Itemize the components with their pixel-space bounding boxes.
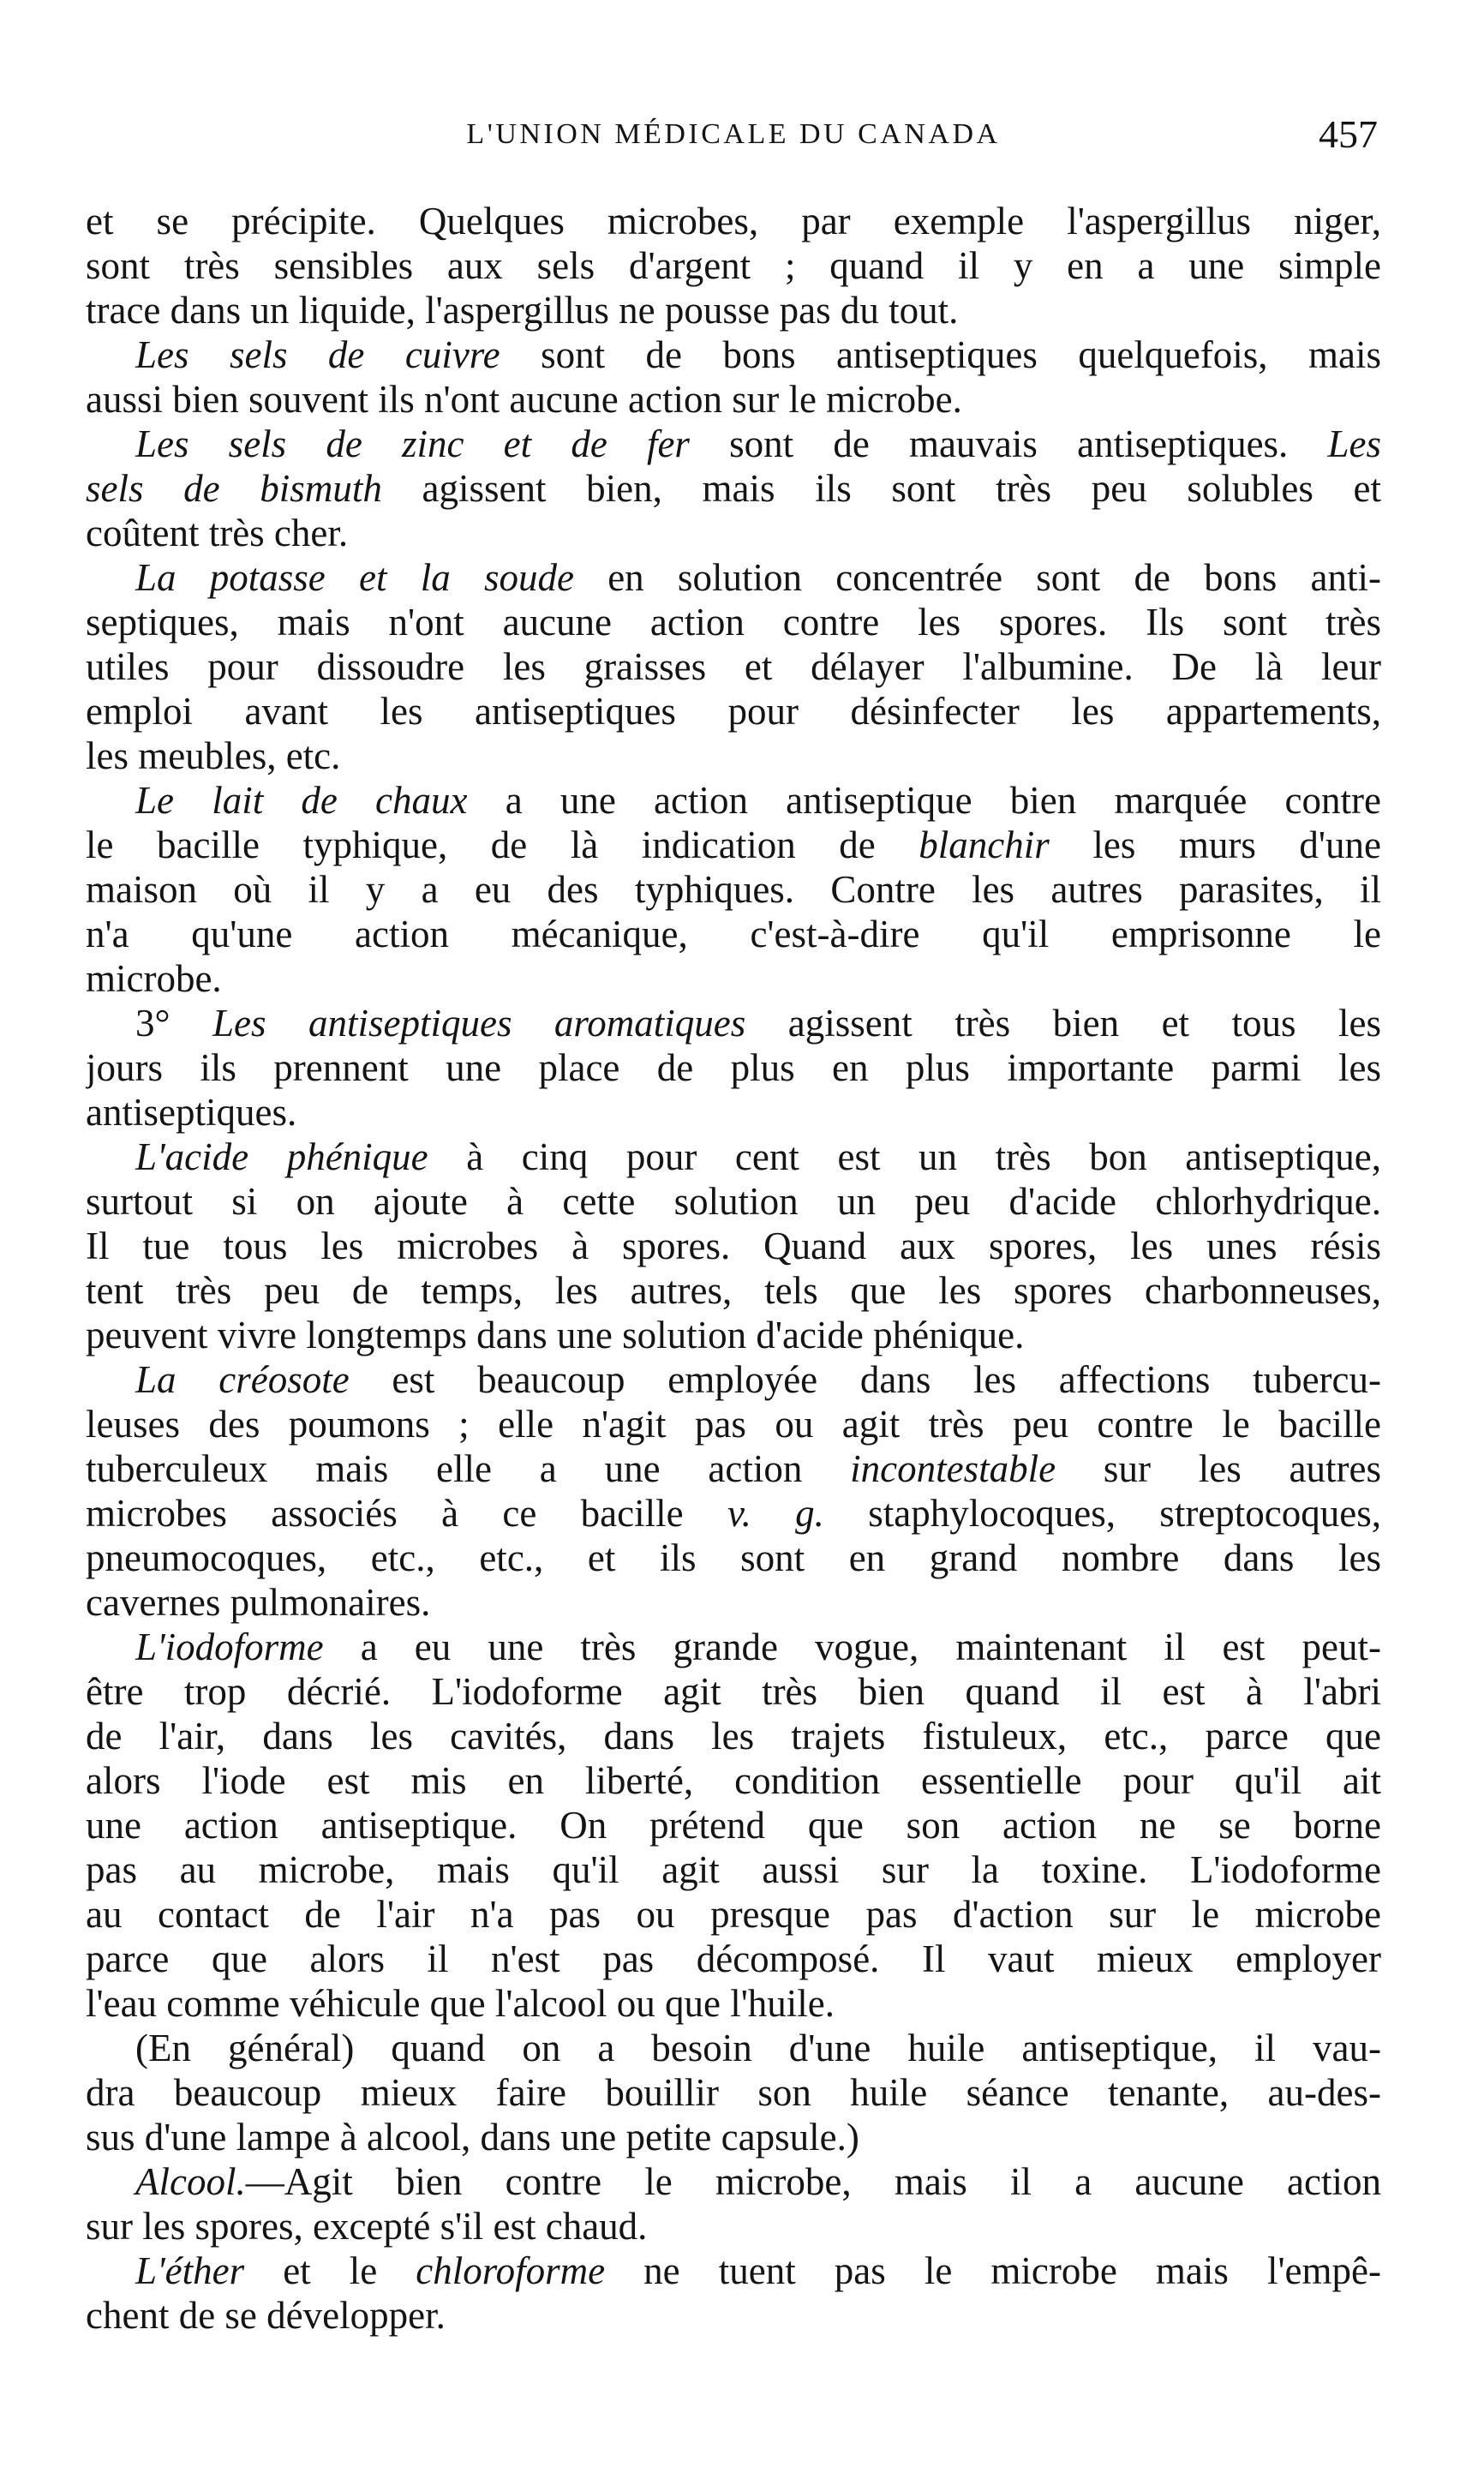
- text-run: coûtent très cher.: [86, 512, 349, 554]
- text-line: [86, 1847, 1381, 1892]
- text-run: tuberculeux mais elle a une action: [86, 1447, 851, 1490]
- italic-text: sels de bismuth: [86, 467, 382, 510]
- italic-text: Les antiseptiques aromatiques: [212, 1002, 746, 1045]
- text-run: a eu une très grande vogue, maintenant il est peut-: [323, 1626, 1381, 1668]
- italic-text: L'iodoforme: [135, 1626, 324, 1668]
- text-run: peuvent vivre longtemps dans une solution d'acide phénique.: [86, 1314, 1025, 1356]
- text-run: agissent bien, mais ils sont très peu solubles et: [381, 467, 1381, 510]
- text-run: sur les spores, excepté s'il est chaud.: [86, 2205, 648, 2248]
- text-run: trace dans un liquide, l'aspergillus ne pousse pas du tout.: [86, 289, 959, 332]
- text-run: staphylocoques, streptocoques,: [823, 1492, 1381, 1535]
- text-run: parce que alors il n'est pas décomposé. Il vaut mieux employer: [86, 1937, 1381, 1980]
- text-line: [86, 644, 1381, 689]
- text-run: antiseptiques.: [86, 1091, 297, 1134]
- text-line: [86, 511, 1381, 555]
- text-line: [86, 377, 1381, 422]
- text-line: [86, 422, 1381, 466]
- text-run: au contact de l'air n'a pas ou presque pas d'action sur le microbe: [86, 1893, 1381, 1936]
- text-run: les murs d'une: [1049, 823, 1381, 866]
- paragraph: [86, 2026, 1381, 2159]
- text-run: une action antiseptique. On prétend que son action ne se borne: [86, 1804, 1381, 1847]
- paragraph: [86, 422, 1381, 555]
- text-run: ne tuent pas le microbe mais l'empê-: [605, 2249, 1381, 2292]
- text-line: [86, 199, 1381, 243]
- text-line: [86, 956, 1381, 1001]
- text-run: tent très peu de temps, les autres, tels que les spores charbonneuses,: [86, 1269, 1381, 1312]
- italic-text: chloroforme: [416, 2249, 606, 2292]
- text-run: surtout si on ajoute à cette solution un peu d'acide chlorhydrique.: [86, 1180, 1381, 1223]
- text-line: [86, 1313, 1381, 1357]
- text-run: pas au microbe, mais qu'il agit aussi sur la toxine. L'iodoforme: [86, 1848, 1381, 1891]
- paragraph: [86, 1001, 1381, 1135]
- paragraph: [86, 2248, 1381, 2338]
- text-line: [86, 1714, 1381, 1758]
- text-line: [86, 1625, 1381, 1669]
- italic-text: Les sels de zinc et de fer: [135, 422, 690, 465]
- text-line: [86, 1803, 1381, 1847]
- text-run: —Agit bien contre le microbe, mais il a aucune action: [245, 2160, 1381, 2203]
- italic-text: Les sels de cuivre: [135, 333, 500, 376]
- text-line: [86, 1045, 1381, 1090]
- text-run: a une action antiseptique bien marquée contre: [467, 779, 1381, 822]
- paragraph: [86, 1357, 1381, 1625]
- text-line: [86, 1402, 1381, 1446]
- paragraph: [86, 1625, 1381, 2026]
- italic-text: v. g.: [727, 1492, 824, 1535]
- italic-text: incontestable: [850, 1447, 1056, 1490]
- text-line: [86, 689, 1381, 734]
- text-line: [86, 823, 1381, 867]
- paragraph: [86, 332, 1381, 422]
- text-run: sus d'une lampe à alcool, dans une petite capsule.): [86, 2116, 859, 2159]
- text-line: [86, 1268, 1381, 1313]
- page-number: 457: [1319, 112, 1378, 156]
- paragraph: [86, 199, 1381, 332]
- text-line: [86, 2070, 1381, 2115]
- text-run: jours ils prennent une place de plus en plus importante parmi les: [86, 1046, 1381, 1089]
- text-line: [86, 1224, 1381, 1268]
- text-line: [86, 466, 1381, 511]
- text-run: cavernes pulmonaires.: [86, 1581, 431, 1624]
- text-line: [86, 778, 1381, 823]
- text-run: (En général) quand on a besoin d'une huile antiseptique, il vau-: [135, 2027, 1381, 2069]
- running-head: [86, 112, 1381, 158]
- text-line: [86, 1491, 1381, 1536]
- text-run: maison où il y a eu des typhiques. Contre les autres parasites, il: [86, 868, 1381, 911]
- text-run: sont de bons antiseptiques quelquefois, mais: [500, 333, 1381, 376]
- text-line: [86, 1135, 1381, 1179]
- text-line: [86, 1536, 1381, 1580]
- text-run: emploi avant les antiseptiques pour désinfecter les appartements,: [86, 690, 1381, 733]
- italic-text: La potasse et la soude: [135, 556, 574, 599]
- text-run: septiques, mais n'ont aucune action contre les spores. Ils sont très: [86, 601, 1381, 644]
- article-body: [86, 199, 1381, 2338]
- text-run: utiles pour dissoudre les graisses et délayer l'albumine. De là leur: [86, 645, 1381, 688]
- text-line: [86, 1090, 1381, 1135]
- paragraph: [86, 1135, 1381, 1357]
- paragraph: [86, 555, 1381, 778]
- italic-text: L'acide phénique: [135, 1135, 428, 1178]
- text-run: le bacille typhique, de là indication de: [86, 823, 919, 866]
- page: [86, 0, 1381, 2485]
- italic-text: blanchir: [919, 823, 1050, 866]
- text-line: [86, 2159, 1381, 2204]
- text-line: [86, 1981, 1381, 2026]
- text-run: chent de se développer.: [86, 2294, 446, 2337]
- text-run: 3°: [135, 1002, 212, 1045]
- text-run: agissent très bien et tous les: [745, 1002, 1381, 1045]
- text-line: [86, 1357, 1381, 1402]
- text-line: [86, 1937, 1381, 1981]
- text-line: [86, 288, 1381, 332]
- text-run: est beaucoup employée dans les affections tubercu-: [349, 1358, 1381, 1401]
- text-line: [86, 1669, 1381, 1714]
- text-run: de l'air, dans les cavités, dans les trajets fistuleux, etc., parce que: [86, 1715, 1381, 1757]
- text-line: [86, 555, 1381, 600]
- text-run: en solution concentrée sont de bons anti-: [573, 556, 1381, 599]
- text-line: [86, 1580, 1381, 1625]
- text-run: dra beaucoup mieux faire bouillir son huile séance tenante, au-des-: [86, 2071, 1381, 2114]
- text-run: alors l'iode est mis en liberté, condition essentielle pour qu'il ait: [86, 1759, 1381, 1802]
- text-run: les meubles, etc.: [86, 734, 341, 777]
- italic-text: L'éther: [135, 2249, 245, 2292]
- journal-title: L'UNION MÉDICALE DU CANADA: [466, 118, 1001, 150]
- text-run: sont très sensibles aux sels d'argent ; quand il y en a une simple: [86, 244, 1381, 287]
- text-line: [86, 912, 1381, 956]
- text-run: l'eau comme véhicule que l'alcool ou que l'huile.: [86, 1982, 835, 2025]
- text-run: et le: [244, 2249, 416, 2292]
- text-line: [86, 2293, 1381, 2338]
- text-line: [86, 867, 1381, 912]
- italic-text: Les: [1327, 422, 1381, 465]
- text-line: [86, 1001, 1381, 1045]
- text-line: [86, 332, 1381, 377]
- text-line: [86, 1892, 1381, 1937]
- italic-text: Alcool.: [135, 2160, 246, 2203]
- text-run: sont de mauvais antiseptiques.: [689, 422, 1328, 465]
- text-run: à cinq pour cent est un très bon antiseptique,: [428, 1135, 1381, 1178]
- text-line: [86, 2026, 1381, 2070]
- text-run: être trop décrié. L'iodoforme agit très bien quand il est à l'abri: [86, 1670, 1381, 1713]
- text-run: sur les autres: [1056, 1447, 1381, 1490]
- text-run: microbes associés à ce bacille: [86, 1492, 727, 1535]
- text-line: [86, 2248, 1381, 2293]
- text-run: Il tue tous les microbes à spores. Quand aux spores, les unes résis: [86, 1225, 1381, 1267]
- text-line: [86, 2115, 1381, 2159]
- italic-text: Le lait de chaux: [135, 779, 468, 822]
- text-line: [86, 243, 1381, 288]
- text-run: aussi bien souvent ils n'ont aucune action sur le microbe.: [86, 378, 962, 421]
- text-line: [86, 1758, 1381, 1803]
- text-run: n'a qu'une action mécanique, c'est-à-dire qu'il emprisonne le: [86, 913, 1381, 955]
- text-line: [86, 734, 1381, 778]
- paragraph: [86, 2159, 1381, 2248]
- text-line: [86, 2204, 1381, 2248]
- text-run: leuses des poumons ; elle n'agit pas ou agit très peu contre le bacille: [86, 1403, 1381, 1446]
- text-line: [86, 1446, 1381, 1491]
- text-line: [86, 1179, 1381, 1224]
- italic-text: La créosote: [135, 1358, 350, 1401]
- paragraph: [86, 778, 1381, 1001]
- text-run: pneumocoques, etc., etc., et ils sont en grand nombre dans les: [86, 1536, 1381, 1579]
- text-run: microbe.: [86, 957, 222, 1000]
- text-line: [86, 600, 1381, 644]
- text-run: et se précipite. Quelques microbes, par exemple l'aspergillus niger,: [86, 200, 1381, 243]
